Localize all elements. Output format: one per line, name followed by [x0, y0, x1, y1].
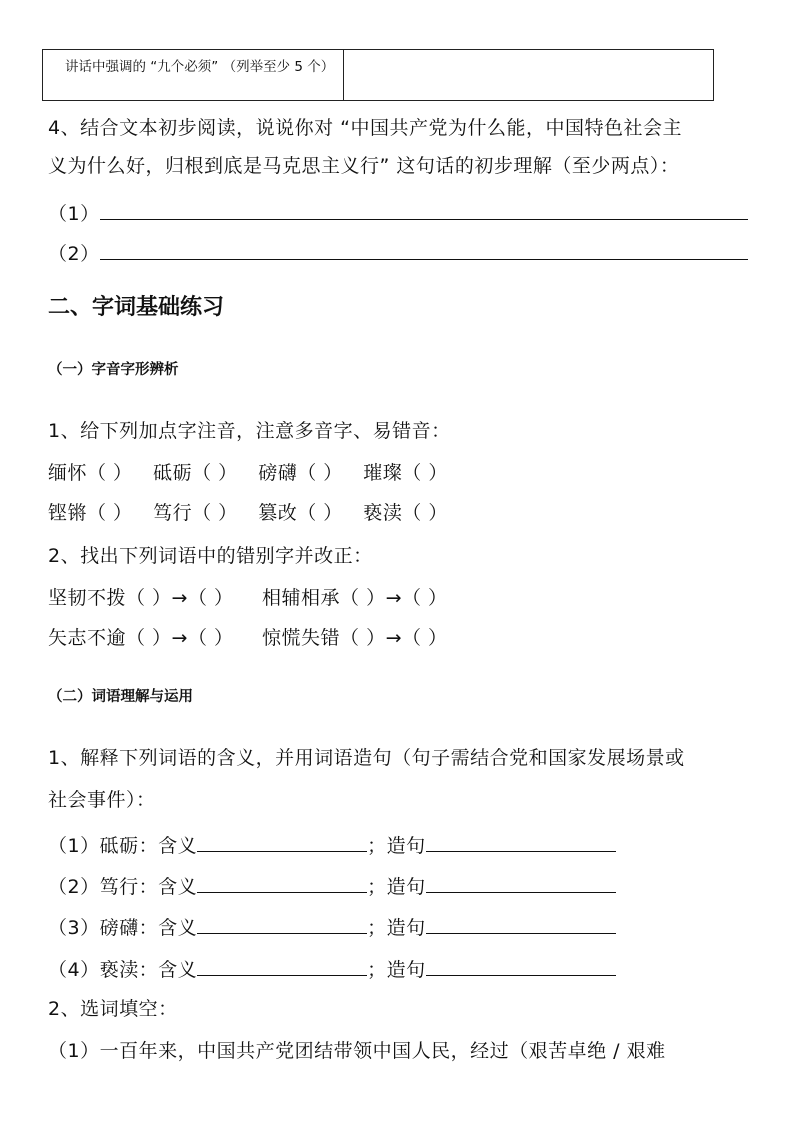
vocab-item-4	[48, 955, 616, 982]
vocab-item-1	[48, 831, 616, 858]
vocab-label: （4）亵渎：含义	[48, 959, 198, 981]
pinyin-item[interactable]: 璀璨（ ）	[363, 462, 448, 484]
question-3-line1: 1、解释下列词语的含义，并用词语造句（句子需结合党和国家发展场景或	[48, 747, 685, 769]
sentence-line[interactable]	[426, 955, 616, 976]
vocab-item-3	[48, 913, 616, 940]
answer-table	[42, 49, 714, 101]
answer-line[interactable]	[100, 199, 748, 220]
pinyin-item[interactable]: 缅怀（ ）	[48, 462, 133, 484]
correction-row-2	[48, 626, 448, 650]
question-4: 2、选词填空：	[48, 998, 178, 1020]
pinyin-item[interactable]: 铿锵（ ）	[48, 502, 133, 524]
correction-row-1	[48, 586, 448, 610]
correction-item[interactable]: 矢志不逾（ ）→（ ）	[48, 627, 234, 649]
section-title: 二、字词基础练习	[48, 295, 225, 320]
sentence-label: ；造句	[367, 835, 426, 857]
q4-answer-1-label: （1）	[48, 203, 100, 225]
meaning-line[interactable]	[197, 872, 367, 893]
subsection-title-2: （二）词语理解与运用	[48, 689, 193, 705]
vocab-label: （3）磅礴：含义	[48, 917, 198, 939]
sentence-label: ；造句	[367, 876, 426, 898]
meaning-line[interactable]	[197, 913, 367, 934]
pinyin-item[interactable]: 砥砺（ ）	[153, 462, 238, 484]
correction-item[interactable]: 坚韧不拨（ ）→（ ）	[48, 587, 234, 609]
question-4-item-1: （1）一百年来，中国共产党团结带领中国人民，经过（艰苦卓绝 / 艰难	[48, 1040, 666, 1062]
pinyin-item[interactable]: 篡改（ ）	[258, 502, 343, 524]
q4-answer-2[interactable]	[48, 239, 748, 266]
sentence-label: ；造句	[367, 959, 426, 981]
pinyin-row-1	[48, 461, 448, 485]
pinyin-row-2	[48, 501, 448, 525]
q4-line2: 义为什么好，归根到底是马克思主义行” 这句话的初步理解（至少两点）：	[48, 155, 680, 177]
sentence-line[interactable]	[426, 913, 616, 934]
meaning-line[interactable]	[197, 831, 367, 852]
question-2: 2、找出下列词语中的错别字并改正：	[48, 545, 373, 567]
q4-answer-1[interactable]	[48, 199, 748, 226]
pinyin-item[interactable]: 磅礴（ ）	[258, 462, 343, 484]
answer-line[interactable]	[100, 239, 748, 260]
question-3-line2: 社会事件）：	[48, 789, 156, 811]
vocab-item-2	[48, 872, 616, 899]
sentence-line[interactable]	[426, 872, 616, 893]
q4-line1: 4、结合文本初步阅读，说说你对 “中国共产党为什么能，中国特色社会主	[48, 117, 682, 139]
sentence-line[interactable]	[426, 831, 616, 852]
question-1: 1、给下列加点字注音，注意多音字、易错音：	[48, 420, 451, 442]
vocab-label: （1）砥砺：含义	[48, 835, 198, 857]
vocab-label: （2）笃行：含义	[48, 876, 198, 898]
pinyin-item[interactable]: 笃行（ ）	[153, 502, 238, 524]
correction-item[interactable]: 相辅相承（ ）→（ ）	[262, 587, 448, 609]
pinyin-item[interactable]: 亵渎（ ）	[363, 502, 448, 524]
q4-answer-2-label: （2）	[48, 243, 100, 265]
meaning-line[interactable]	[197, 955, 367, 976]
correction-item[interactable]: 惊慌失错（ ）→（ ）	[262, 627, 448, 649]
table-right-cell[interactable]	[344, 50, 713, 100]
table-left-cell: 讲话中强调的 “九个必须” （列举至少 5 个）	[43, 50, 344, 100]
sentence-label: ；造句	[367, 917, 426, 939]
subsection-title-1: （一）字音字形辨析	[48, 362, 179, 378]
